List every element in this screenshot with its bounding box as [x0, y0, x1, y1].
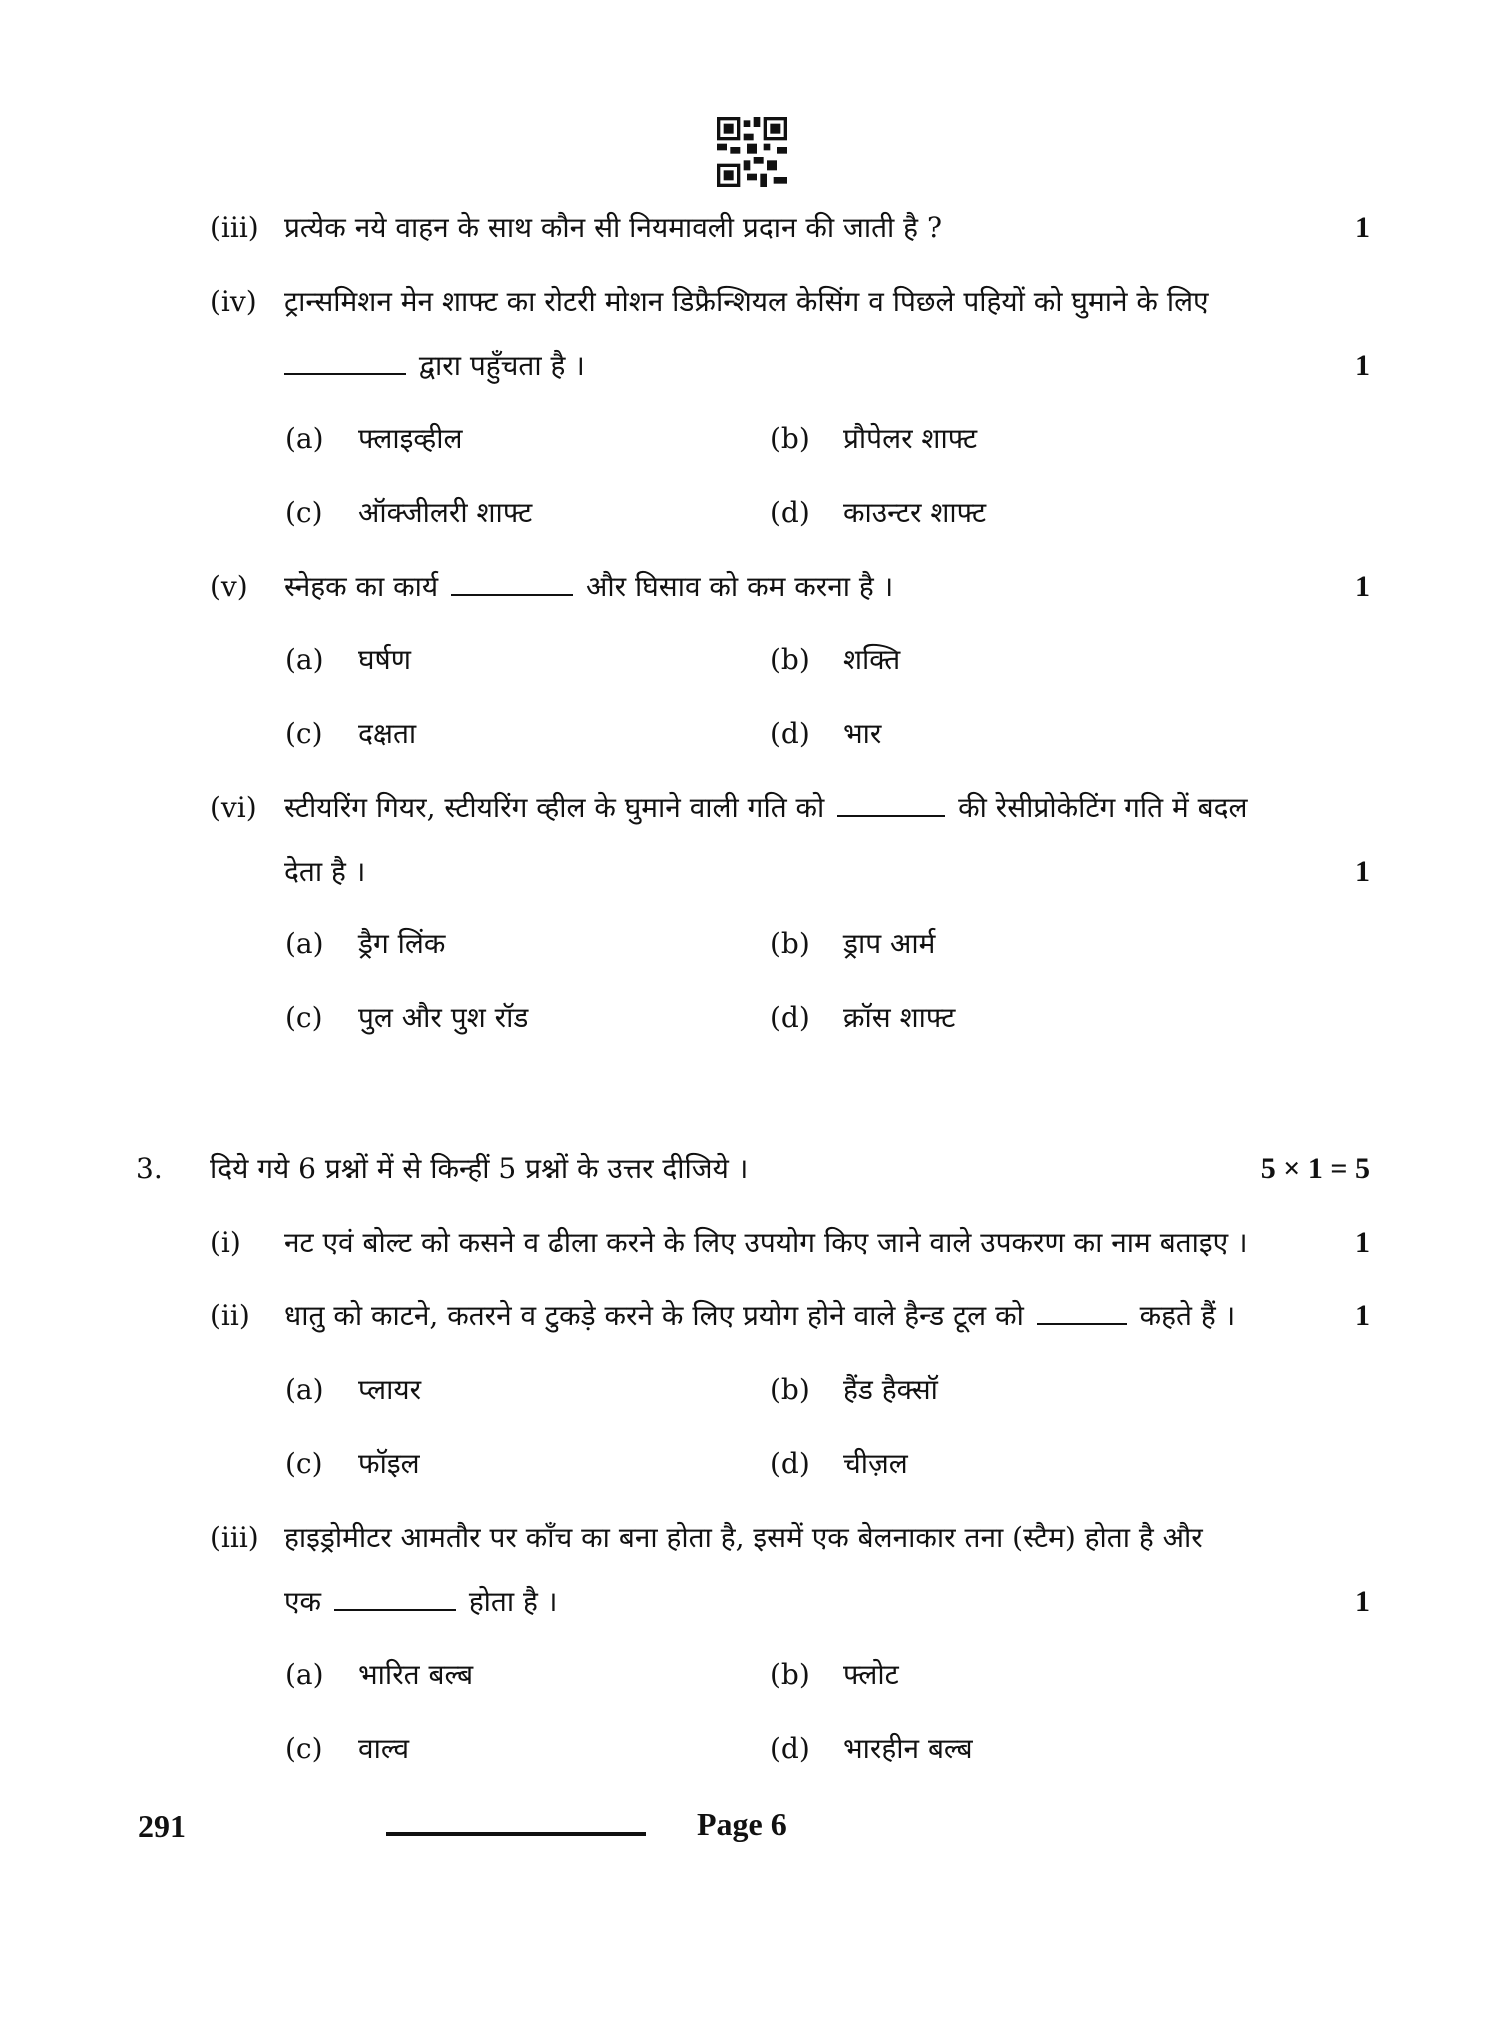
question-v: [0, 565, 1505, 609]
options-row: [0, 1368, 1505, 1412]
option-text: शक्ति: [843, 643, 901, 676]
option-text: पुल और पुश रॉड: [358, 1001, 529, 1034]
option-text: घर्षण: [358, 643, 411, 676]
option-label: (a): [285, 1658, 324, 1691]
question-3-i: [0, 1221, 1505, 1265]
options-row: [0, 922, 1505, 966]
option-label: (d): [770, 1001, 810, 1034]
question-iv: [0, 280, 1505, 324]
question-number: (iii): [210, 1521, 259, 1554]
question-text: की रेसीप्रोकेटिंग गति में बदल: [958, 791, 1248, 824]
option-label: (a): [285, 1373, 324, 1406]
option-label: (c): [285, 1001, 323, 1034]
options-row: [0, 491, 1505, 535]
option-label: (b): [770, 643, 810, 676]
answer-blank: [284, 372, 406, 375]
option-text: भारहीन बल्ब: [843, 1732, 973, 1765]
options-row: [0, 1727, 1505, 1771]
question-3-number: 3.: [136, 1152, 163, 1185]
options-row: [0, 638, 1505, 682]
options-row: [0, 1442, 1505, 1486]
option-label: (a): [285, 422, 324, 455]
question-text: स्टीयरिंग गियर, स्टीयरिंग व्हील के घुमाने वाली गति को: [284, 791, 825, 824]
option-text: क्रॉस शाफ्ट: [843, 1001, 956, 1034]
option-text: फॉइल: [358, 1447, 420, 1480]
option-text: प्लायर: [358, 1373, 422, 1406]
option-text: ड्राप आर्म: [843, 927, 936, 960]
option-text: वाल्व: [358, 1732, 410, 1765]
option-text: भार: [843, 717, 882, 750]
option-text: ड्रैग लिंक: [358, 927, 446, 960]
question-3-ii: [0, 1294, 1505, 1338]
qr-code-icon: [717, 117, 787, 187]
options-row: [0, 1653, 1505, 1697]
question-number: (vi): [210, 791, 257, 824]
option-label: (b): [770, 422, 810, 455]
question-number: (iii): [210, 211, 259, 244]
paper-code: 291: [138, 1808, 186, 1844]
question-marks: 1: [1355, 211, 1370, 244]
question-text: होता है ।: [468, 1585, 558, 1618]
options-row: [0, 417, 1505, 461]
option-text: दक्षता: [358, 717, 417, 750]
question-number: (iv): [210, 285, 257, 318]
question-vi: [0, 786, 1505, 830]
question-text: स्नेहक का कार्य: [284, 570, 439, 603]
question-number: (i): [210, 1226, 241, 1259]
option-text: हैंड हैक्सॉ: [843, 1373, 938, 1406]
option-label: (c): [285, 717, 323, 750]
option-label: (a): [285, 927, 324, 960]
option-label: (b): [770, 1658, 810, 1691]
question-marks: 1: [1355, 1299, 1370, 1332]
answer-blank: [1037, 1322, 1127, 1325]
question-text: देता है ।: [284, 855, 366, 888]
answer-blank: [837, 814, 945, 817]
option-label: (d): [770, 717, 810, 750]
question-text: धातु को काटने, कतरने व टुकड़े करने के लिए प्रयोग होने वाले हैन्ड टूल को: [284, 1299, 1024, 1332]
question-text: नट एवं बोल्ट को कसने व ढीला करने के लिए उपयोग किए जाने वाले उपकरण का नाम बताइए ।: [284, 1226, 1248, 1259]
question-marks: 1: [1355, 349, 1370, 382]
question-text: कहते हैं ।: [1139, 1299, 1236, 1332]
question-iv-line2: [0, 344, 1505, 388]
question-marks: 1: [1355, 1226, 1370, 1259]
question-iii: [0, 206, 1505, 250]
question-text: प्रत्येक नये वाहन के साथ कौन सी नियमावली प्रदान की जाती है ?: [284, 211, 942, 244]
option-label: (b): [770, 927, 810, 960]
question-text: एक: [284, 1585, 321, 1618]
question-3-instruction: दिये गये 6 प्रश्नों में से किन्हीं 5 प्रश्नों के उत्तर दीजिये ।: [210, 1152, 749, 1185]
options-row: [0, 712, 1505, 756]
option-text: फ्लोट: [843, 1658, 899, 1691]
question-number: (v): [210, 570, 248, 603]
option-text: फ्लाइव्हील: [358, 422, 463, 455]
question-text: द्वारा पहुँचता है ।: [418, 349, 585, 382]
option-text: भारित बल्ब: [358, 1658, 474, 1691]
question-number: (ii): [210, 1299, 250, 1332]
option-text: चीज़ल: [843, 1447, 908, 1480]
option-label: (b): [770, 1373, 810, 1406]
answer-blank: [451, 593, 573, 596]
option-label: (d): [770, 1732, 810, 1765]
option-label: (c): [285, 496, 323, 529]
option-label: (a): [285, 643, 324, 676]
option-label: (c): [285, 1447, 323, 1480]
question-vi-line2: [0, 850, 1505, 894]
question-text: हाइड्रोमीटर आमतौर पर काँच का बना होता है, इसमें एक बेलनाकार तना (स्टैम) होता है और: [284, 1521, 1203, 1554]
option-text: काउन्टर शाफ्ट: [843, 496, 987, 529]
options-row: [0, 996, 1505, 1040]
question-3-iii-line2: [0, 1580, 1505, 1624]
question-marks: 1: [1355, 570, 1370, 603]
option-label: (c): [285, 1732, 323, 1765]
question-text: और घिसाव को कम करना है ।: [585, 570, 894, 603]
question-marks: 1: [1355, 855, 1370, 888]
question-3-iii: [0, 1516, 1505, 1560]
option-text: प्रौपेलर शाफ्ट: [843, 422, 978, 455]
option-text: ऑक्जीलरी शाफ्ट: [358, 496, 533, 529]
question-3-marks: 5 × 1 = 5: [1260, 1152, 1370, 1185]
page-number: Page 6: [697, 1806, 787, 1842]
answer-blank: [334, 1608, 456, 1611]
question-text: ट्रान्समिशन मेन शाफ्ट का रोटरी मोशन डिफ्रैन्शियल केसिंग व पिछले पहियों को घुमाने के लिए: [284, 285, 1209, 318]
option-label: (d): [770, 1447, 810, 1480]
question-marks: 1: [1355, 1585, 1370, 1618]
option-label: (d): [770, 496, 810, 529]
footer-divider: [386, 1832, 646, 1836]
